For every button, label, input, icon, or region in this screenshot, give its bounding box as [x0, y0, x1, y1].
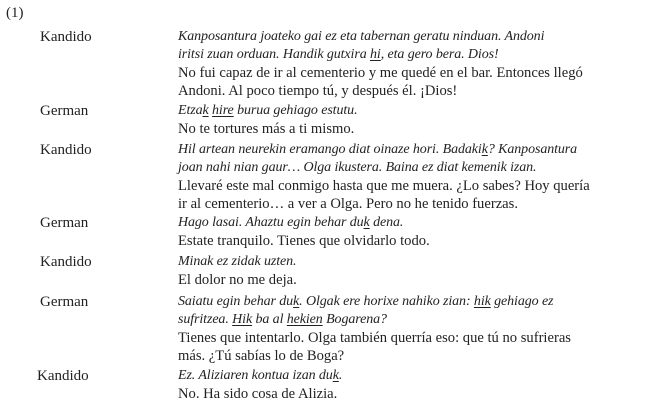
underlined-form: k: [293, 294, 300, 309]
example-number: (1): [6, 5, 24, 21]
underlined-form: k: [332, 368, 339, 383]
text-segment: ba al: [252, 312, 287, 327]
underlined-form: k: [481, 142, 488, 157]
text-segment: Estate tranquilo. Tienes que olvidarlo todo.: [178, 233, 430, 249]
basque-line: [178, 253, 643, 271]
text-segment: iritsi zuan orduan. Handik gutxira: [178, 47, 370, 62]
speaker-name: Kandido: [40, 254, 92, 270]
basque-line: [178, 214, 643, 232]
text-segment: gehiago ez: [490, 294, 554, 309]
spanish-translation-line: [178, 329, 643, 347]
underlined-form: hik: [473, 294, 491, 309]
speaker-name: Kandido: [40, 29, 92, 45]
utterance: [178, 28, 643, 100]
speaker-name: German: [40, 294, 89, 310]
underlined-form: k: [202, 103, 209, 118]
text-segment: No. Ha sido cosa de Alizia.: [178, 386, 338, 402]
speaker-name: German: [40, 103, 89, 119]
text-segment: ? Kanposantura: [487, 142, 578, 157]
utterance: [178, 141, 643, 213]
basque-line: [178, 28, 643, 46]
spanish-translation-line: [178, 82, 643, 100]
spanish-translation-line: [178, 195, 643, 213]
text-segment: .: [338, 368, 343, 383]
text-segment: sufritzea.: [178, 312, 233, 327]
text-segment: , eta gero bera. Dios!: [380, 47, 499, 62]
text-segment: Bogarena?: [322, 312, 387, 327]
basque-line: [178, 367, 643, 385]
spanish-translation-line: [178, 177, 643, 195]
basque-line: [178, 141, 643, 159]
underlined-form: k: [363, 215, 370, 230]
underlined-form: hi: [370, 47, 381, 62]
spanish-translation-line: [178, 64, 643, 82]
text-segment: Etza: [178, 103, 203, 118]
text-segment: No fui capaz de ir al cementerio y me quedé en el bar. Entonces llegó: [178, 65, 583, 81]
underlined-form: hire: [212, 103, 234, 118]
text-segment: . Olgak ere horixe nahiko zian:: [299, 294, 474, 309]
utterance: [178, 253, 643, 289]
text-segment: Saiatu egin behar du: [178, 294, 294, 309]
speaker-name: Kandido: [40, 142, 92, 158]
basque-line: [178, 311, 643, 329]
text-segment: Hago lasai. Ahaztu egin behar du: [178, 215, 364, 230]
text-segment: Llevaré este mal conmigo hasta que me muera. ¿Lo sabes? Hoy quería: [178, 178, 590, 194]
spanish-translation-line: [178, 385, 643, 403]
spanish-translation-line: [178, 271, 643, 289]
underlined-form: hekien: [286, 312, 323, 327]
text-segment: Kanposantura joateko gai ez eta tabernan geratu ninduan. Andoni: [178, 29, 545, 44]
text-segment: dena.: [369, 215, 404, 230]
text-segment: Tienes que intentarlo. Olga también querría eso: que tú no sufrieras: [178, 330, 571, 346]
text-segment: Hil artean neurekin eramango diat oinaze hori. Badaki: [178, 142, 482, 157]
spanish-translation-line: [178, 347, 643, 365]
underlined-form: Hik: [232, 312, 253, 327]
spanish-translation-line: [178, 232, 643, 250]
text-segment: Minak ez zidak uzten.: [178, 254, 297, 269]
basque-line: [178, 293, 643, 311]
speaker-name: Kandido: [37, 368, 89, 384]
basque-line: [178, 102, 643, 120]
utterance: [178, 214, 643, 250]
spanish-translation-line: [178, 120, 643, 138]
text-segment: más. ¿Tú sabías lo de Boga?: [178, 348, 345, 364]
utterance: [178, 102, 643, 138]
text-segment: joan nahi nian gaur… Olga ikustera. Baina ez diat kemenik izan.: [178, 160, 537, 175]
utterance: [178, 367, 643, 403]
basque-line: [178, 159, 643, 177]
text-segment: No te tortures más a ti mismo.: [178, 121, 355, 137]
utterance: [178, 293, 643, 365]
text-segment: El dolor no me deja.: [178, 272, 297, 288]
text-segment: Andoni. Al poco tiempo tú, y después él. ¡Dios!: [178, 83, 458, 99]
text-segment: ir al cementerio… a ver a Olga. Pero no he tenido fuerzas.: [178, 196, 518, 212]
text-segment: Ez. Aliziaren kontua izan du: [178, 368, 333, 383]
speaker-name: German: [40, 215, 89, 231]
basque-line: [178, 46, 643, 64]
text-segment: burua gehiago estutu.: [233, 103, 358, 118]
